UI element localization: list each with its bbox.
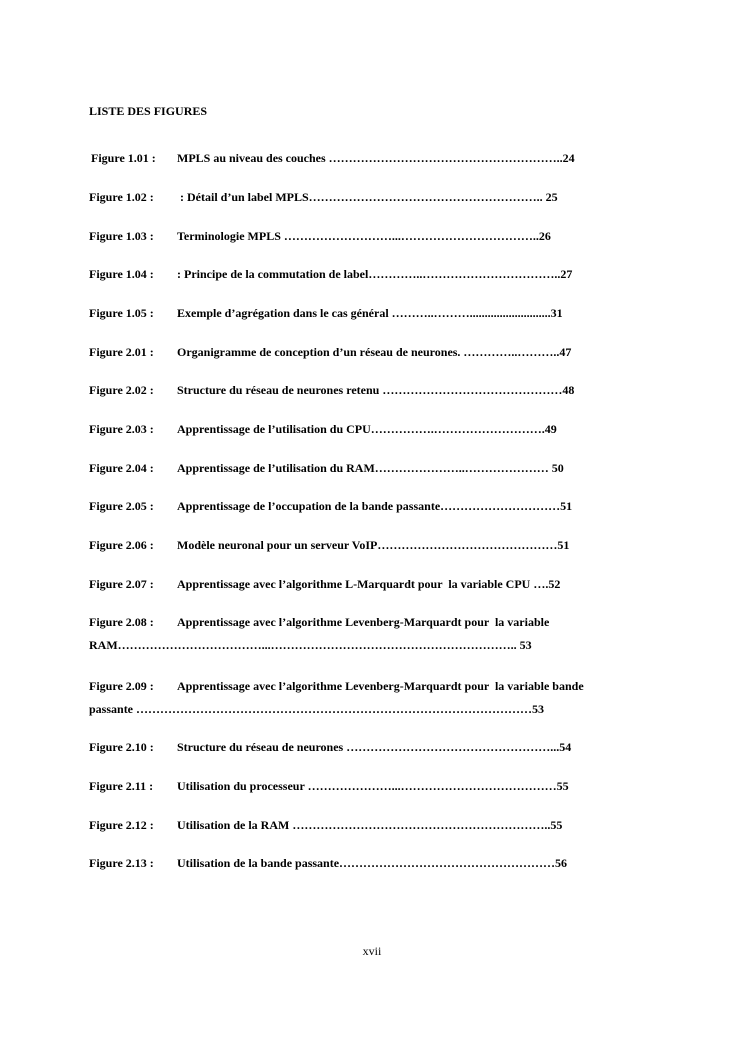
figure-label: Figure 1.04 : xyxy=(89,267,154,281)
list-item xyxy=(89,538,569,553)
figure-title: Exemple d’agrégation dans le cas général ………..………...........................31 xyxy=(177,306,563,320)
list-item xyxy=(89,345,571,360)
figure-label: Figure 2.09 : xyxy=(89,679,154,693)
list-item xyxy=(89,306,563,321)
figure-label: Figure 1.01 : xyxy=(91,151,156,165)
page-number: xvii xyxy=(362,944,382,958)
figure-title-continuation: passante ………………………………………………………………………………………53 xyxy=(89,702,545,716)
figure-title: Apprentissage avec l’algorithme L-Marquardt pour la variable CPU ….52 xyxy=(177,577,561,591)
figure-label: Figure 2.13 : xyxy=(89,856,154,870)
list-item xyxy=(89,679,584,717)
figure-title: Terminologie MPLS ………………………...……………………………..26 xyxy=(177,229,551,243)
list-item xyxy=(89,461,564,476)
figure-label: Figure 2.12 : xyxy=(89,818,154,832)
page-title: LISTE DES FIGURES xyxy=(89,104,208,118)
figure-title: Utilisation du processeur …………………...…………………………………55 xyxy=(177,779,569,793)
list-item xyxy=(89,229,551,244)
figure-title: Modèle neuronal pour un serveur VoIP………………………………………51 xyxy=(177,538,570,552)
figure-label: Figure 1.05 : xyxy=(89,306,154,320)
figure-label: Figure 2.11 : xyxy=(89,779,154,793)
figure-label: Figure 2.08 : xyxy=(89,615,154,629)
figure-label: Figure 1.02 : xyxy=(89,190,154,204)
figure-title: : Détail d’un label MPLS………………………………………………….. 25 xyxy=(177,190,558,204)
list-item xyxy=(89,615,549,653)
list-item xyxy=(89,577,560,592)
figure-title-continuation: RAM………………………………...…………………………………………………….. 53 xyxy=(89,638,532,652)
list-item xyxy=(89,190,558,205)
list-item xyxy=(89,151,575,166)
figure-title: MPLS au niveau des couches …………………………………………………..24 xyxy=(177,151,575,165)
figure-title: Apprentissage de l’utilisation du RAM…………………..………………… 50 xyxy=(177,461,564,475)
figure-label: Figure 2.07 : xyxy=(89,577,154,591)
figure-title: Structure du réseau de neurones retenu ………………………………………48 xyxy=(177,383,575,397)
list-item xyxy=(89,818,562,833)
figure-label: Figure 1.03 : xyxy=(89,229,154,243)
list-item xyxy=(89,779,569,794)
figure-title: Apprentissage de l’utilisation du CPU…………….……………………….49 xyxy=(177,422,557,436)
figure-label: Figure 2.10 : xyxy=(89,740,154,754)
figure-title: Apprentissage de l’occupation de la bande passante…………………………51 xyxy=(177,499,573,513)
figure-label: Figure 2.01 : xyxy=(89,345,154,359)
figure-title: Apprentissage avec l’algorithme Levenberg-Marquardt pour la variable xyxy=(177,615,550,629)
figure-label: Figure 2.02 : xyxy=(89,383,154,397)
figure-label: Figure 2.04 : xyxy=(89,461,154,475)
figure-title: : Principe de la commutation de label…………..……………………………..27 xyxy=(177,267,573,281)
list-item xyxy=(89,856,567,871)
list-item xyxy=(89,267,572,282)
figure-label: Figure 2.03 : xyxy=(89,422,154,436)
list-item xyxy=(89,422,557,437)
list-item xyxy=(89,383,574,398)
list-item xyxy=(89,740,571,755)
figure-title: Structure du réseau de neurones ……………………………………………...54 xyxy=(177,740,572,754)
figure-label: Figure 2.06 : xyxy=(89,538,154,552)
figure-title: Utilisation de la bande passante………………………………………………56 xyxy=(177,856,568,870)
figure-label: Figure 2.05 : xyxy=(89,499,154,513)
figure-title: Apprentissage avec l’algorithme Levenberg-Marquardt pour la variable bande xyxy=(177,679,584,693)
figure-title: Organigramme de conception d’un réseau de neurones. …………..………..47 xyxy=(177,345,572,359)
list-item xyxy=(89,499,572,514)
figure-title: Utilisation de la RAM ………………………………………………………..55 xyxy=(177,818,563,832)
